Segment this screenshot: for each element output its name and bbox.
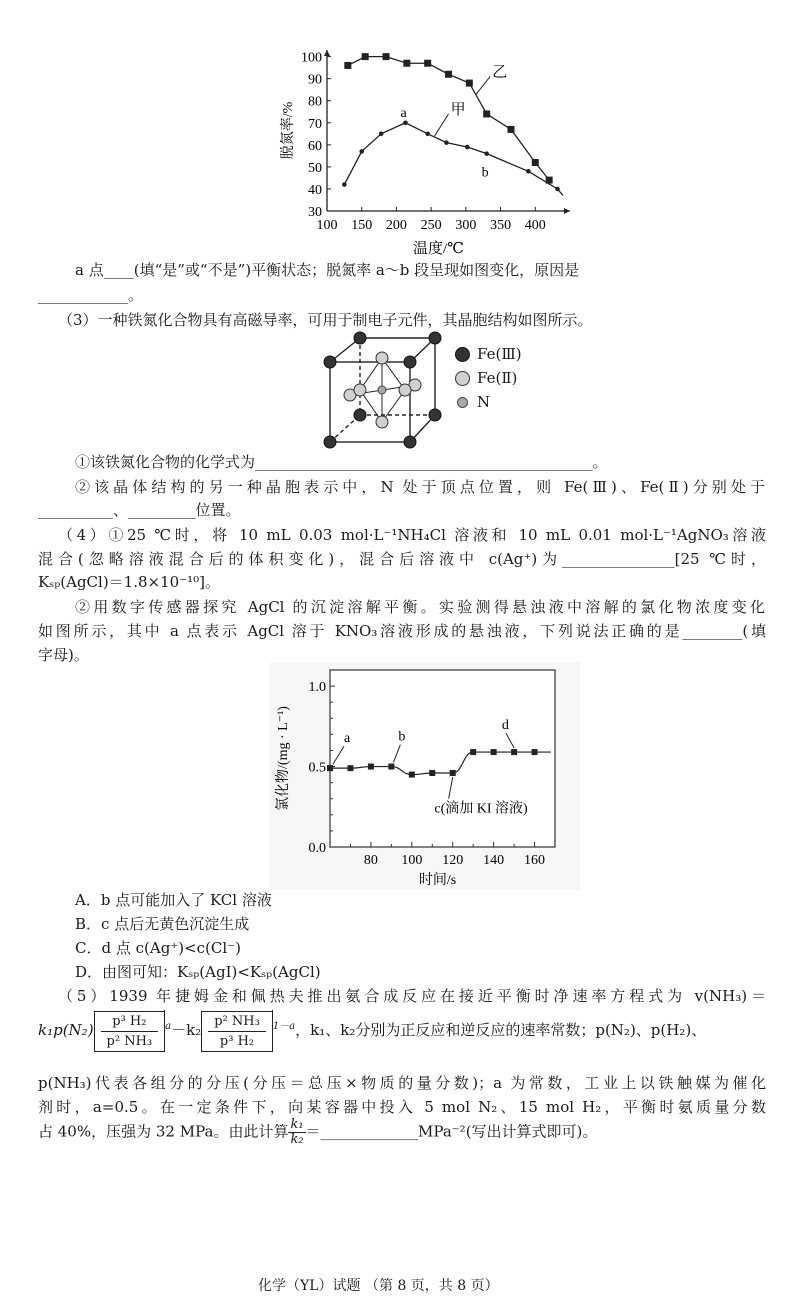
fraction-denominator: k₂	[290, 1132, 304, 1147]
question-line: 混合(忽略溶液混合后的体积变化)，混合后溶液中 c(Ag⁺)为_______________[25 ℃时，	[38, 550, 766, 568]
x-tick-label: 100	[316, 218, 338, 233]
data-point	[507, 126, 514, 133]
page-footer: 化学（YL）试题 （第 8 页，共 8 页）	[258, 1278, 499, 1294]
plot-frame	[330, 670, 555, 847]
x-tick-label: 120	[442, 853, 464, 868]
data-point	[465, 145, 470, 150]
annotation-a: a	[400, 105, 407, 121]
data-point	[424, 60, 431, 67]
y-tick-label: 70	[308, 116, 322, 132]
data-point	[359, 149, 364, 154]
data-point	[425, 132, 430, 137]
series-label-leader	[476, 76, 490, 94]
data-point	[347, 765, 353, 771]
legend-n: N	[477, 393, 491, 411]
data-point	[429, 770, 435, 776]
y-tick-label: 30	[308, 205, 322, 220]
fe2-marker-icon	[455, 371, 470, 386]
y-tick-label: 90	[308, 72, 322, 88]
data-point	[362, 53, 369, 60]
data-point	[409, 772, 415, 778]
fraction-numerator: k₁	[290, 1117, 304, 1132]
legend-fe3: Fe(Ⅲ)	[477, 345, 522, 363]
fraction-denominator: p³ H₂	[219, 1033, 255, 1049]
question-5-line: （5）1939 年捷姆金和佩热夫推出氨合成反应在接近平衡时净速率方程式为 v(NH₃)＝	[58, 987, 766, 1005]
answer-blank-line: ____________。	[38, 286, 144, 304]
data-point	[491, 749, 497, 755]
question-line: Kₛₚ(AgCl)＝1.8×10⁻¹⁰]。	[38, 573, 220, 591]
data-point	[379, 132, 384, 137]
data-point	[344, 62, 351, 69]
data-point	[403, 120, 408, 125]
data-point	[532, 749, 538, 755]
data-point	[388, 764, 394, 770]
data-point	[555, 187, 560, 192]
x-axis-label: 时间/s	[418, 873, 457, 888]
question-line: 字母)。	[38, 646, 89, 664]
x-tick-label: 150	[351, 218, 373, 233]
option-d: D．由图可知：Kₛₚ(AgI)<Kₛₚ(AgCl)	[75, 963, 321, 981]
question-text: ＝_____________MPa⁻²(写出计算式即可)。	[305, 1122, 598, 1141]
y-tick-label: 60	[308, 138, 322, 154]
fraction-numerator: p² NH₃	[208, 1014, 266, 1032]
minus-k2: －k₂	[171, 1021, 202, 1039]
legend-fe2: Fe(Ⅱ)	[477, 369, 518, 387]
x-tick-label: 80	[363, 853, 378, 868]
data-point	[450, 770, 456, 776]
fraction-numerator: p³ H₂	[101, 1014, 159, 1032]
series-label-yi: 乙	[492, 64, 508, 81]
crystal-cell-diagram	[320, 330, 450, 450]
x-tick-label: 200	[385, 218, 407, 233]
data-point	[444, 140, 449, 145]
crystal-legend	[455, 344, 522, 416]
y-axis-label: 脱氮率/%	[281, 101, 296, 160]
exponent: a	[165, 1021, 172, 1032]
question-line: ②用数字传感器探究 AgCl 的沉淀溶解平衡。实验测得悬浊液中溶解的氯化物浓度变化	[75, 598, 765, 616]
y-tick-label: 1.0	[308, 680, 326, 696]
annotation-b: b	[398, 729, 406, 745]
denitrification-rate-chart	[270, 40, 580, 265]
series-line-甲	[344, 123, 563, 196]
y-tick-label: 0.5	[308, 760, 326, 776]
annotation-c: c(滴加 KI 溶液)	[434, 801, 528, 817]
option-c: C．d 点 c(Ag⁺)<c(Cl⁻)	[75, 939, 241, 957]
data-point	[470, 749, 476, 755]
x-axis-label: 温度/℃	[413, 241, 464, 257]
x-tick-label: 250	[420, 218, 442, 233]
x-tick-label: 400	[524, 218, 546, 233]
rate-equation-tail: ，k₁、k₂分别为正反应和逆反应的速率常数；p(N₂)、p(H₂)、	[295, 1021, 707, 1039]
question-line: ①该铁氮化合物的化学式为_____________________________________________。	[75, 453, 608, 471]
option-b: B．c 点后无黄色沉淀生成	[75, 915, 250, 933]
question-text: 占 40%，压强为 32 MPa。由此计算	[38, 1122, 289, 1141]
x-tick-label: 100	[401, 853, 423, 868]
data-point	[342, 182, 347, 187]
k1-pn2: k₁p(N₂)	[38, 1021, 94, 1039]
data-point	[484, 151, 489, 156]
fe3-marker-icon	[455, 347, 470, 362]
y-tick-label: 0.0	[308, 841, 326, 856]
question-4-line: （4）①25 ℃时，将 10 mL 0.03 mol·L⁻¹NH₄Cl 溶液和 10 mL 0.01 mol·L⁻¹AgNO₃溶液	[58, 526, 766, 544]
data-point	[466, 80, 473, 87]
data-point	[532, 159, 539, 166]
exponent: 1－a	[272, 1021, 296, 1032]
x-tick-label: 160	[524, 853, 546, 868]
annotation-d: d	[501, 718, 509, 734]
question-line: 剂时，a=0.5。在一定条件下，向某容器中投入 5 mol N₂、15 mol H₂，平衡时氨质量分数	[38, 1098, 766, 1116]
rate-equation	[38, 1010, 706, 1052]
n-marker-icon	[457, 397, 468, 408]
x-axis-arrow-icon	[564, 208, 570, 214]
question-line: ②该晶体结构的另一种晶胞表示中，N 处于顶点位置，则 Fe(Ⅲ)、Fe(Ⅱ)分别处于	[75, 478, 765, 496]
annotation-b: b	[481, 165, 489, 181]
question-line: p(NH₃)代表各组分的分压(分压＝总压×物质的量分数)；a 为常数，工业上以铁触媒为催化	[38, 1074, 766, 1092]
question-line: a 点____(填“是”或“不是”)平衡状态；脱氮率 a～b 段呈现如图变化，原因是	[75, 261, 580, 279]
question-3-intro: （3）一种铁氮化合物具有高磁导率，可用于制电子元件，其晶胞结构如图所示。	[58, 311, 593, 329]
y-tick-label: 50	[308, 160, 322, 176]
annotation-a: a	[344, 731, 351, 747]
data-point	[368, 764, 374, 770]
y-axis-arrow-icon	[324, 50, 330, 56]
question-line	[38, 1118, 597, 1147]
data-point	[383, 53, 390, 60]
x-tick-label: 300	[455, 218, 477, 233]
y-tick-label: 100	[301, 50, 322, 66]
data-point	[327, 765, 333, 771]
question-line: __________、_________位置。	[38, 501, 241, 519]
question-line: 如图所示，其中 a 点表示 AgCl 溶于 KNO₃溶液形成的悬浊液，下列说法正确的是________(填	[38, 622, 766, 640]
x-tick-label: 140	[483, 853, 505, 868]
data-point	[445, 71, 452, 78]
y-tick-label: 40	[308, 182, 322, 198]
bracket	[201, 1011, 272, 1052]
fraction-denominator: p² NH₃	[106, 1033, 153, 1049]
data-point	[511, 749, 517, 755]
y-tick-label: 80	[308, 94, 322, 110]
data-point	[483, 110, 490, 117]
x-tick-label: 350	[490, 218, 512, 233]
y-axis-label: 氯化物/(mg · L⁻¹)	[276, 706, 291, 811]
bracket	[94, 1011, 165, 1052]
data-point	[526, 169, 531, 174]
series-label-leader	[435, 114, 449, 136]
data-point	[403, 60, 410, 67]
option-a: A．b 点可能加入了 KCl 溶液	[75, 891, 272, 909]
series-label-jia: 甲	[450, 101, 466, 118]
chloride-concentration-chart	[270, 662, 580, 890]
